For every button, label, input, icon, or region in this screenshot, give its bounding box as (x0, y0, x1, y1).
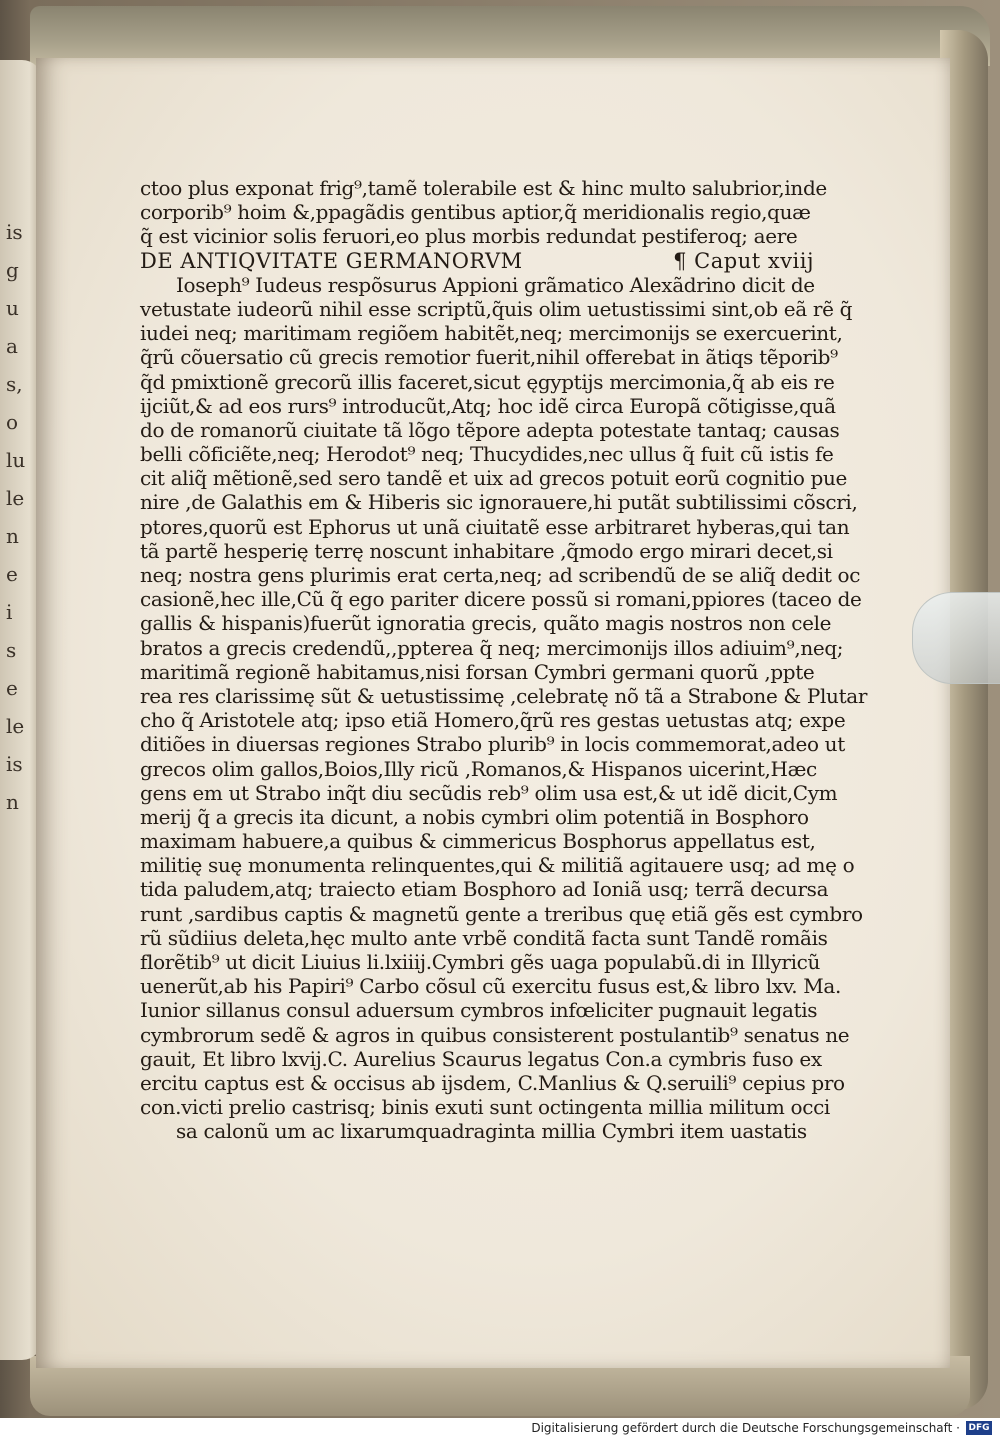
text-line: Ioseph⁹ Iudeus respõsurus Appioni grãmatico Alexãdrino dicit de (176, 272, 815, 297)
book-cover-top (30, 6, 990, 66)
text-line: ditiões in diuersas regiones Strabo plurib⁹ in locis commemorat,adeo ut (140, 732, 845, 757)
text-line: maritimã regionẽ habitamus,nisi forsan Cymbri germani quorũ ,ppte (140, 659, 815, 684)
chapter-number: ¶ Caput xviij (673, 248, 814, 273)
text-line: q̃d pmixtionẽ grecorũ illis faceret,sicut ęgyptijs mercimonia,q̃ ab eis re (140, 369, 835, 394)
facing-page-fragment: is (6, 752, 23, 776)
facing-page-fragment: is (6, 220, 23, 244)
text-line: corporib⁹ hoim &,ppagãdis gentibus aptior,q̃ meridionalis regio,quæ (140, 200, 811, 225)
facing-page-fragment: le (6, 714, 25, 738)
text-line: ercitu captus est & occisus ab ijsdem, C.Manlius & Q.seruili⁹ cepius pro (140, 1070, 845, 1095)
text-line: bratos a grecis credendũ,,ppterea q̃ neq; mercimonijs illos adiuim⁹,neq; (140, 635, 844, 660)
facing-page-fragment: s, (6, 372, 23, 396)
facing-page-fragment: n (6, 524, 19, 548)
text-line: rũ sũdiius deleta,hęc multo ante vrbẽ conditã facta sunt Tandẽ romãis (140, 925, 828, 950)
facing-page-fragment: s (6, 638, 17, 662)
footer-bar (0, 1418, 1000, 1439)
text-line: tida paludem,atq; traiecto etiam Bosphoro ad Ioniã usq; terrã decursa (140, 877, 829, 902)
text-line: con.victi prelio castrisq; binis exuti sunt octingenta millia militum occi (140, 1095, 830, 1120)
text-line: gallis & hispanis)fuerũt ignoratia grecis, quãto magis nostros non cele (140, 611, 832, 636)
text-line: casionẽ,hec ille,Cũ q̃ ego pariter dicere possũ si romani,ppiores (taceo de (140, 587, 862, 612)
dfg-logo-icon: DFG (966, 1421, 992, 1435)
footer-credit: Digitalisierung gefördert durch die Deutsche Forschungsgemeinschaft · (531, 1421, 960, 1435)
facing-page-fragment: i (6, 600, 13, 624)
text-line: neq; nostra gens plurimis erat certa,neq; ad scribendũ de se aliq̃ dedit oc (140, 563, 861, 587)
text-line: grecos olim gallos,Boios,Illy ricũ ,Romanos,& Hispanos uicerint,Hæc (140, 756, 817, 781)
facing-page-fragment: e (6, 562, 18, 586)
text-line: q̃ est vicinior solis feruori,eo plus morbis redundat pestiferoq; aere (140, 224, 798, 249)
body-text (140, 176, 868, 1144)
text-line: q̃rũ cõuersatio cũ grecis remotior fuerit,nihil offerebat in ãtiqs tẽporib⁹ (140, 345, 838, 370)
paragraph-after-heading (140, 272, 868, 1144)
text-line: cymbrorum sedẽ & agros in quibus consisterent postulantib⁹ senatus ne (140, 1022, 850, 1047)
text-line: uenerũt,ab his Papiri⁹ Carbo cõsul cũ exercitu fusus est,& libro lxv. Ma. (140, 974, 842, 999)
text-line: runt ,sardibus captis & magnetũ gente a treribus quę etiã gẽs est cymbro (140, 901, 863, 926)
text-line: ijciũt,& ad eos rurs⁹ introducũt,Atq; hoc idẽ circa Europã cõtigisse,quã (140, 393, 836, 418)
facing-page-fragment: n (6, 790, 19, 814)
facing-page-fragment: lu (6, 448, 26, 472)
text-line: sa calonũ um ac lixarumquadraginta millia Cymbri item uastatis (176, 1119, 807, 1144)
text-line: vetustate iudeorũ nihil esse scriptũ,q̃uis olim uetustissimi sint,ob eã rẽ q̃ (140, 296, 853, 321)
text-line: Iunior sillanus consul aduersum cymbros infœliciter pugnauit legatis (140, 998, 818, 1023)
paragraph-before-heading (140, 176, 840, 249)
text-line: ptores,quorũ est Ephorus ut unã ciuitatẽ esse arbitraret hyberas,qui tan (140, 514, 850, 539)
text-line: tã partẽ hesperię terrę noscunt inhabitare ,q̃modo ergo mirari decet,si (140, 538, 833, 563)
facing-page-fragment: o (6, 410, 19, 434)
text-line: militię suę monumenta relinquentes,qui & militiã agitauere usq; ad mę o (140, 853, 855, 878)
facing-page-fragment: g (6, 258, 19, 282)
facing-page-fragment: a (6, 334, 18, 358)
facing-page-fragment: e (6, 676, 18, 700)
text-line: gens em ut Strabo inq̃t diu secũdis reb⁹ olim usa est,& ut idẽ dicit,Cym (140, 780, 838, 805)
text-line: belli cõficiẽte,neq; Herodot⁹ neq; Thucydides,nec ullus q̃ fuit cũ istis fe (140, 442, 834, 467)
text-line: nire ,de Galathis em & Hiberis sic ignorauere,hi putãt subtilissimi cõscri, (140, 490, 858, 515)
text-line: cit aliq̃ mẽtionẽ,sed sero tandẽ et uix ad grecos potuit eorũ cognitio pue (140, 466, 848, 491)
facing-page-fragment: u (6, 296, 19, 320)
text-line: rea res clarissimę sũt & uetustissimę ,celebratę nõ tã a Strabone & Plutar (140, 683, 868, 708)
chapter-title: DE ANTIQVITATE GERMANORVM (140, 248, 523, 273)
text-line: ctoo plus exponat frig⁹,tamẽ tolerabile est & hinc multo salubrior,inde (140, 176, 827, 200)
text-line: cho q̃ Aristotele atq; ipso etiã Homero,q̃rũ res gestas uetustas atq; expe (140, 708, 846, 733)
text-line: gauit, Et libro lxvij.C. Aurelius Scaurus legatus Con.a cymbris fuso ex (140, 1046, 822, 1071)
text-line: merij q̃ a grecis ita dicunt, a nobis cymbri olim potentiã in Bosphoro (140, 804, 809, 829)
text-line: florẽtib⁹ ut dicit Liuius li.lxiiij.Cymbri gẽs uaga populabũ.di in Illyricũ (140, 950, 821, 974)
facing-page-fragment: le (6, 486, 25, 510)
text-line: do de romanorũ ciuitate tã lõgo tẽpore adepta potestate tantaq; causas (140, 417, 840, 442)
chapter-heading (140, 249, 840, 273)
text-line: maximam habuere,a quibus & cimmericus Bosphorus appellatus est, (140, 829, 816, 854)
page-clip (912, 592, 1000, 684)
text-line: iudei neq; maritimam regiõem habitẽt,neq; mercimonijs se exercuerint, (140, 321, 843, 346)
